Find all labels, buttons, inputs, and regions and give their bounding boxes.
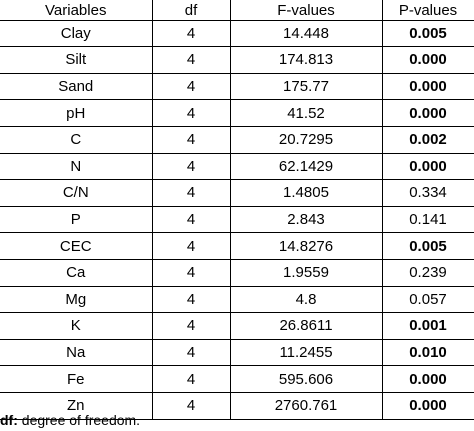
- header-p-values: P-values: [382, 0, 474, 20]
- table-row: [0, 73, 474, 100]
- cell-variable: CEC: [0, 233, 152, 260]
- cell-f-value: 14.8276: [230, 233, 382, 260]
- cell-f-value: 20.7295: [230, 126, 382, 153]
- cell-df: 4: [152, 313, 230, 340]
- cell-p-value: 0.334: [382, 180, 474, 207]
- cell-p-value: 0.000: [382, 392, 474, 419]
- cell-f-value: 1.9559: [230, 259, 382, 286]
- cell-variable: Sand: [0, 73, 152, 100]
- table-row: [0, 233, 474, 260]
- cell-f-value: 175.77: [230, 73, 382, 100]
- table-row: [0, 366, 474, 393]
- table-row: [0, 153, 474, 180]
- header-variables: Variables: [0, 0, 152, 20]
- cell-df: 4: [152, 180, 230, 207]
- cell-f-value: 14.448: [230, 20, 382, 47]
- cell-p-value: 0.057: [382, 286, 474, 313]
- cell-f-value: 41.52: [230, 100, 382, 127]
- cell-df: 4: [152, 100, 230, 127]
- cell-variable: Na: [0, 339, 152, 366]
- cell-p-value: 0.001: [382, 313, 474, 340]
- table-row: [0, 313, 474, 340]
- cell-df: 4: [152, 259, 230, 286]
- cell-df: 4: [152, 339, 230, 366]
- cell-variable: pH: [0, 100, 152, 127]
- cell-variable: C/N: [0, 180, 152, 207]
- header-df: df: [152, 0, 230, 20]
- cell-p-value: 0.239: [382, 259, 474, 286]
- cell-df: 4: [152, 47, 230, 74]
- cell-f-value: 26.8611: [230, 313, 382, 340]
- cell-p-value: 0.010: [382, 339, 474, 366]
- cell-df: 4: [152, 126, 230, 153]
- cell-variable: P: [0, 206, 152, 233]
- cell-df: 4: [152, 233, 230, 260]
- cell-p-value: 0.000: [382, 47, 474, 74]
- cell-variable: Mg: [0, 286, 152, 313]
- cell-df: 4: [152, 392, 230, 419]
- cell-p-value: 0.000: [382, 100, 474, 127]
- table-row: [0, 126, 474, 153]
- cell-f-value: 4.8: [230, 286, 382, 313]
- cell-p-value: 0.000: [382, 153, 474, 180]
- cell-variable: C: [0, 126, 152, 153]
- cell-variable: N: [0, 153, 152, 180]
- cell-df: 4: [152, 366, 230, 393]
- cell-variable: Ca: [0, 259, 152, 286]
- header-f-values: F-values: [230, 0, 382, 20]
- cell-p-value: 0.141: [382, 206, 474, 233]
- table-row: [0, 100, 474, 127]
- cell-df: 4: [152, 286, 230, 313]
- cell-f-value: 62.1429: [230, 153, 382, 180]
- cell-variable: Clay: [0, 20, 152, 47]
- footnote-term: df:: [0, 412, 18, 428]
- cell-f-value: 2.843: [230, 206, 382, 233]
- cell-f-value: 1.4805: [230, 180, 382, 207]
- cell-f-value: 174.813: [230, 47, 382, 74]
- cell-p-value: 0.000: [382, 73, 474, 100]
- cell-df: 4: [152, 206, 230, 233]
- cell-f-value: 2760.761: [230, 392, 382, 419]
- table-row: [0, 339, 474, 366]
- cell-p-value: 0.002: [382, 126, 474, 153]
- cell-df: 4: [152, 20, 230, 47]
- cell-p-value: 0.000: [382, 366, 474, 393]
- table-row: [0, 206, 474, 233]
- cell-p-value: 0.005: [382, 233, 474, 260]
- table-header-row: [0, 0, 474, 20]
- cell-f-value: 595.606: [230, 366, 382, 393]
- table-row: [0, 286, 474, 313]
- footnote-text: degree of freedom.: [17, 412, 141, 428]
- cell-p-value: 0.005: [382, 20, 474, 47]
- table-body: [0, 20, 474, 419]
- cell-variable: K: [0, 313, 152, 340]
- footnote: [0, 412, 140, 428]
- cell-variable: Silt: [0, 47, 152, 74]
- table-row: [0, 259, 474, 286]
- cell-variable: Fe: [0, 366, 152, 393]
- cell-df: 4: [152, 153, 230, 180]
- table-row: [0, 180, 474, 207]
- cell-df: 4: [152, 73, 230, 100]
- table-row: [0, 20, 474, 47]
- table-row: [0, 47, 474, 74]
- cell-f-value: 11.2455: [230, 339, 382, 366]
- cell-variable: Zn: [0, 392, 152, 419]
